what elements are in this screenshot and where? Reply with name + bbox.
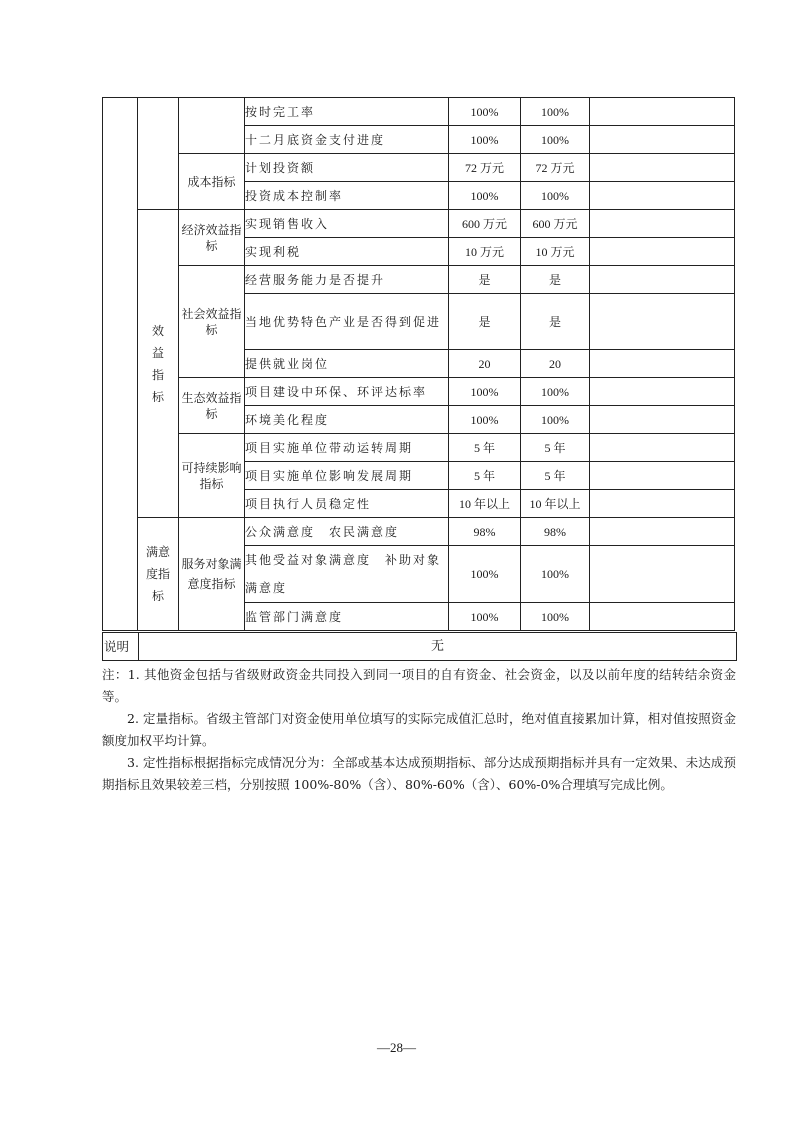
- remark-cell: [590, 126, 735, 154]
- secondary-cell-empty: [179, 98, 245, 154]
- actual-value: 10 年以上: [521, 490, 590, 518]
- indicator-name: 公众满意度 农民满意度: [245, 518, 449, 546]
- remark-row: [103, 633, 737, 661]
- indicator-name: 提供就业岗位: [245, 350, 449, 378]
- indicator-name: 项目实施单位带动运转周期: [245, 434, 449, 462]
- page-number: —28—: [377, 1040, 416, 1055]
- note-1: 注：1. 其他资金包括与省级财政资金共同投入到同一项目的自有资金、社会资金，以及以前年度的结转结余资金等。: [102, 667, 736, 704]
- remark-cell: [590, 406, 735, 434]
- remark-cell: [590, 98, 735, 126]
- target-value: 20: [449, 350, 521, 378]
- remark-cell: [590, 546, 735, 603]
- actual-value: 100%: [521, 406, 590, 434]
- table-row: [103, 210, 735, 238]
- remark-cell: [590, 462, 735, 490]
- actual-value: 600 万元: [521, 210, 590, 238]
- remark-cell: [590, 518, 735, 546]
- primary-cell-empty: [138, 98, 179, 210]
- table-row: [103, 154, 735, 182]
- indicator-name: 当地优势特色产业是否得到促进: [245, 294, 449, 350]
- table-row: [103, 434, 735, 462]
- indicator-name: 实现利税: [245, 238, 449, 266]
- target-value: 72 万元: [449, 154, 521, 182]
- remark-cell: [590, 603, 735, 631]
- remark-label: 说明: [103, 633, 139, 661]
- target-value: 100%: [449, 378, 521, 406]
- indicator-name: 项目建设中环保、环评达标率: [245, 378, 449, 406]
- indicator-name: 十二月底资金支付进度: [245, 126, 449, 154]
- actual-value: 5 年: [521, 434, 590, 462]
- target-value: 100%: [449, 603, 521, 631]
- remark-cell: [590, 434, 735, 462]
- actual-value: 98%: [521, 518, 590, 546]
- indicator-name: 其他受益对象满意度 补助对象满意度: [245, 546, 449, 603]
- target-value: 是: [449, 266, 521, 294]
- remark-cell: [590, 238, 735, 266]
- target-value: 10 年以上: [449, 490, 521, 518]
- target-value: 100%: [449, 406, 521, 434]
- remark-value: 无: [139, 633, 737, 661]
- secondary-indicator-social: 社会效益指标: [179, 266, 245, 378]
- secondary-indicator-sustainable: 可持续影响指标: [179, 434, 245, 518]
- indicator-name: 项目执行人员稳定性: [245, 490, 449, 518]
- target-value: 100%: [449, 546, 521, 603]
- remark-cell: [590, 378, 735, 406]
- secondary-indicator-service-label: 服务对象满意度指标: [181, 557, 242, 591]
- actual-value: 100%: [521, 603, 590, 631]
- target-value: 5 年: [449, 462, 521, 490]
- target-value: 600 万元: [449, 210, 521, 238]
- remark-cell: [590, 210, 735, 238]
- actual-value: 100%: [521, 546, 590, 603]
- indicator-name: 计划投资额: [245, 154, 449, 182]
- secondary-indicator-ecological: 生态效益指标: [179, 378, 245, 434]
- secondary-indicator-economic: 经济效益指标: [179, 210, 245, 266]
- table-row: [103, 266, 735, 294]
- indicator-name: 项目实施单位影响发展周期: [245, 462, 449, 490]
- actual-value: 100%: [521, 98, 590, 126]
- primary-indicator-benefit-label: 效益指标: [151, 323, 164, 404]
- remark-cell: [590, 490, 735, 518]
- table-row: [103, 378, 735, 406]
- target-value: 是: [449, 294, 521, 350]
- actual-value: 100%: [521, 182, 590, 210]
- note-3: 3. 定性指标根据指标完成情况分为：全部或基本达成预期指标、部分达成预期指标并具有一定效果、未达成预期指标且效果较差三档，分别按照 100%-80%（含）、80%-60%（含）、60%-0%合理填写完成比例。: [102, 755, 736, 792]
- target-value: 100%: [449, 126, 521, 154]
- target-value: 100%: [449, 182, 521, 210]
- target-value: 100%: [449, 98, 521, 126]
- remark-cell: [590, 266, 735, 294]
- target-value: 5 年: [449, 434, 521, 462]
- primary-indicator-satisfaction: [138, 518, 179, 631]
- actual-value: 是: [521, 294, 590, 350]
- indicator-name: 监管部门满意度: [245, 603, 449, 631]
- target-value: 98%: [449, 518, 521, 546]
- notes-section: [102, 664, 736, 796]
- primary-indicator-satisfaction-label: 满意度指标: [145, 545, 170, 603]
- remark-table: [102, 632, 737, 661]
- actual-value: 20: [521, 350, 590, 378]
- remark-cell: [590, 350, 735, 378]
- actual-value: 100%: [521, 126, 590, 154]
- remark-cell: [590, 182, 735, 210]
- remark-cell: [590, 294, 735, 350]
- secondary-indicator-service: [179, 518, 245, 631]
- primary-indicator-benefit: [138, 210, 179, 518]
- secondary-indicator-cost: 成本指标: [179, 154, 245, 210]
- actual-value: 10 万元: [521, 238, 590, 266]
- remark-cell: [590, 154, 735, 182]
- table-row: [103, 98, 735, 126]
- indicator-name: 经营服务能力是否提升: [245, 266, 449, 294]
- actual-value: 72 万元: [521, 154, 590, 182]
- note-2: 2. 定量指标。省级主管部门对资金使用单位填写的实际完成值汇总时，绝对值直接累加计算，相对值按照资金额度加权平均计算。: [102, 711, 736, 748]
- indicator-name: 按时完工率: [245, 98, 449, 126]
- performance-indicator-table: [102, 97, 735, 631]
- first-level-cell-empty: [103, 98, 138, 631]
- indicator-name: 环境美化程度: [245, 406, 449, 434]
- actual-value: 5 年: [521, 462, 590, 490]
- indicator-name: 实现销售收入: [245, 210, 449, 238]
- table-row: [103, 518, 735, 546]
- target-value: 10 万元: [449, 238, 521, 266]
- actual-value: 100%: [521, 378, 590, 406]
- indicator-name: 投资成本控制率: [245, 182, 449, 210]
- actual-value: 是: [521, 266, 590, 294]
